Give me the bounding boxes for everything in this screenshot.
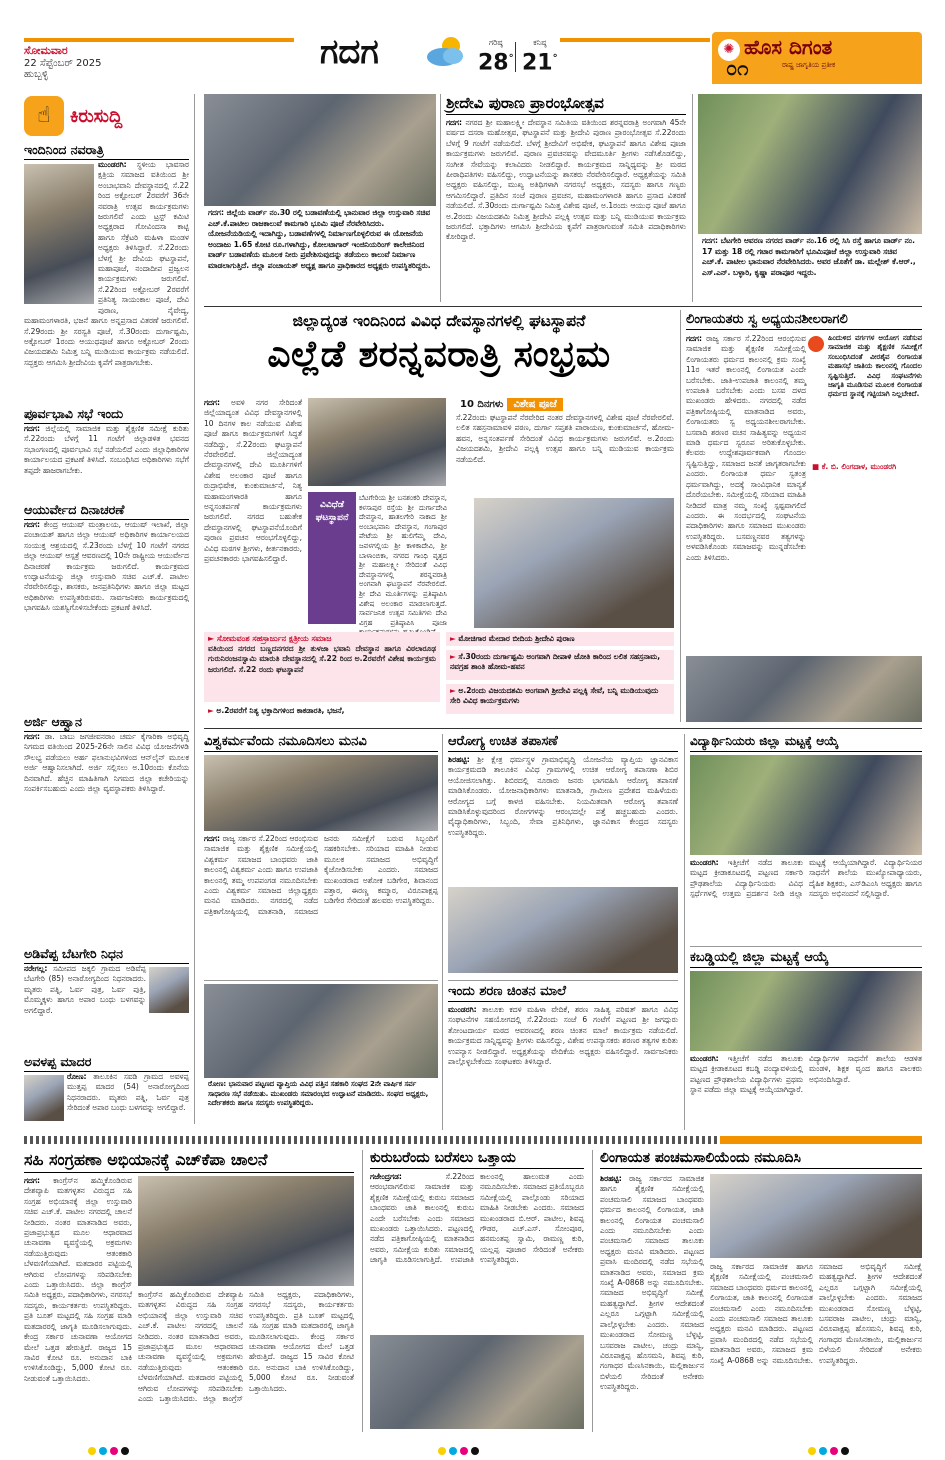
kiru-item-1 — [24, 406, 189, 496]
bullet-1 — [204, 704, 440, 720]
kiru-item-0-head: ಇಂದಿನಿಂದ ನವರಾತ್ರಿ — [24, 142, 189, 160]
bottom-2-text: ರಾಜ್ಯ ಸರ್ಕಾರದ ಸಾಮಾಜಿಕ ಹಾಗೂ ಶೈಕ್ಷಣಿಕ ಸಮೀಕ್ಷೆಯಲ್ಲಿ ಪಂಚಮಸಾಲಿ ಸಮಾಜದ ಬಾಂಧವರು ಧರ್ಮದ ಕಾಲಂನಲ್ಲಿ ಲಿಂಗಾಯತ, ಜಾತಿ ಕಾಲಂನಲ್ಲಿ ಲಿಂಗಾಯತ ಪಂಚಮಸಾಲಿ ಎಂದು ನಮೂದಿಸಬೇಕು ಎಂದು ಪಂಚಮಸಾಲಿ ಸಮಾಜದ ತಾಲೂಕು ಅಧ್ಯಕ್ಷರು ಮನವಿ ಮಾಡಿದರು. ಪಟ್ಟಣದ ಪ್ರವಾಸಿ ಮಂದಿರದಲ್ಲಿ ನಡೆದ ಸಭೆಯಲ್ಲಿ ಮಾತನಾಡಿದ ಅವರು, ಸಮಾಜದ ಕ್ರಮ ಸಂಖ್ಯೆ A-0868 ಅನ್ನು ನಮೂದಿಸಬೇಕು. ಸಮಾಜದ ಅಭಿವೃದ್ಧಿಗೆ ಸಮೀಕ್ಷೆ ಮಹತ್ವದ್ದಾಗಿದೆ. ಶ್ರೀಗಳ ಆದೇಶದಂತೆ ಎಲ್ಲರೂ ಒಗ್ಗಟ್ಟಾಗಿ ಸಮೀಕ್ಷೆಯಲ್ಲಿ ಪಾಲ್ಗೊಳ್ಳಬೇಕು ಎಂದರು. ಸಮಾಜದ ಮುಖಂಡರಾದ ಸೋಮಣ್ಣ ಬೆಳ್ಳಟ್ಟಿ, ಬಸವರಾಜ ಪಾಟೀಲ, ಚಂದ್ರು ಮಾನ್ವಿ, ವಿರೂಪಾಕ್ಷಪ್ಪ ಹೊಸಮನಿ, ಶಿವಪ್ಪ ಕುರಿ, ಗಂಗಾಧರ ಮೆಣಸಿನಕಾಯಿ, ಮಲ್ಲಿಕಾರ್ಜುನ ಬಿಳೆಯಲಿ ಸೇರಿದಂತೆ ಅನೇಕರು ಉಪಸ್ಥಿತರಿದ್ದರು. — [600, 1174, 704, 1392]
vishwakarma-place: ಗದಗ: — [204, 834, 220, 843]
kreede-place: ಮುಂಡರಗಿ: — [690, 858, 719, 867]
main-story-place: ಗದಗ: — [204, 398, 220, 407]
devi-decorated-photo — [474, 498, 674, 628]
weather-min-value: 21 — [522, 50, 553, 76]
kiru-item-5-place: ರೋಣ: — [67, 1072, 87, 1081]
bhoomi-pooja-photo — [204, 94, 436, 206]
sharana-text: ತಾಲೂಕು ಕದಳಿ ಮಹಿಳಾ ವೇದಿಕೆ, ಶರಣ ಸಾಹಿತ್ಯ ಪರಿಷತ್ ಹಾಗೂ ವಿವಿಧ ಸಂಘಟನೆಗಳ ಸಹಯೋಗದಲ್ಲಿ ಸೆ.22ರಂದು ಸಂಜೆ 6 ಗಂಟೆಗೆ ಪಟ್ಟಣದ ಶ್ರೀ ಜಗದ್ಗುರು ತೋಂಟದಾರ್ಯ ಮಠದ ಆವರಣದಲ್ಲಿ ಶರಣ ಚಿಂತನ ಮಾಲೆ ಕಾರ್ಯಕ್ರಮ ನಡೆಯಲಿದೆ. ಕಾರ್ಯಕ್ರಮದ ಸಾನ್ನಿಧ್ಯವನ್ನು ಶ್ರೀಗಳು ವಹಿಸಲಿದ್ದು, ವಿಶೇಷ ಉಪನ್ಯಾಸಕರು ಶರಣರ ತತ್ವಗಳ ಕುರಿತು ಉಪನ್ಯಾಸ ನೀಡಲಿದ್ದಾರೆ. ಅಧ್ಯಕ್ಷತೆಯನ್ನು ವೇದಿಕೆಯ ಅಧ್ಯಕ್ಷರು ವಹಿಸಲಿದ್ದಾರೆ. ಸಾರ್ವಜನಿಕರು ಪಾಲ್ಗೊಳ್ಳಬೇಕೆಂದು ಸಂಘಟಕರು ತಿಳಿಸಿದ್ದಾರೆ. — [448, 1005, 678, 1067]
sharana-story — [448, 984, 678, 1130]
weather-min — [522, 38, 558, 74]
edition-title: ಗದಗ — [320, 32, 379, 72]
rona-photo-story — [204, 984, 438, 1130]
mid-row-inner-rule-mid — [448, 980, 678, 981]
kiru-item-1-body — [24, 424, 189, 496]
bottom-2-place: ಶಿರಹಟ್ಟಿ: — [600, 1174, 622, 1183]
kreede-text: ಇತ್ತೀಚೆಗೆ ನಡೆದ ತಾಲೂಕು ಮಟ್ಟದ ಕ್ರೀಡಾಕೂಟದಲ್ಲಿ ಪಟ್ಟಣದ ಸರ್ಕಾರಿ ಪ್ರೌಢಶಾಲೆಯ ವಿದ್ಯಾರ್ಥಿನಿಯರು ವಿವಿಧ ಸ್ಪರ್ಧೆಗಳಲ್ಲಿ ಉತ್ತಮ ಪ್ರದರ್ಶನ ನೀಡಿ ಜಿಲ್ಲಾ ಮಟ್ಟಕ್ಕೆ ಆಯ್ಕೆಯಾಗಿದ್ದಾರೆ. ವಿದ್ಯಾರ್ಥಿನಿಯರ ಸಾಧನೆಗೆ ಶಾಲೆಯ ಮುಖ್ಯೋಪಾಧ್ಯಾಯರು, ದೈಹಿಕ ಶಿಕ್ಷಕರು, ಎಸ್‌ಡಿಎಂಸಿ ಅಧ್ಯಕ್ಷರು ಹಾಗೂ ಸದಸ್ಯರು ಅಭಿನಂದನೆ ಸಲ್ಲಿಸಿದ್ದಾರೆ. — [690, 858, 922, 899]
kiru-item-3-place: ಗದಗ: — [24, 732, 40, 741]
registration-marks-center — [438, 1440, 482, 1459]
main-story-body — [204, 398, 302, 630]
obituary-photo-1 — [149, 967, 189, 1013]
weather-max — [478, 38, 514, 74]
arogya-story — [448, 734, 678, 976]
masthead-date: 22 ಸೆಪ್ಟೆಂಬರ್ 2025 — [24, 58, 102, 69]
mid-row-inner-rule-right — [690, 946, 922, 947]
bullet-1-arrow-icon: ► — [208, 706, 214, 715]
devi-purana-text: ನಗರದ ಶ್ರೀ ಮಹಾಲಕ್ಷ್ಮೀ ದೇವಸ್ಥಾನ ಸಮಿತಿಯ ವತಿಯಿಂದ ಶರನ್ನವರಾತ್ರಿ ಅಂಗವಾಗಿ 45ನೇ ವರ್ಷದ ದಸರಾ ಮಹೋತ್ಸವ, ಘಟಸ್ಥಾಪನೆ ಮತ್ತು ಶ್ರೀದೇವಿ ಪುರಾಣ ಪ್ರಾರಂಭೋತ್ಸವ ಸೆ.22ರಂದು ಬೆಳಗ್ಗೆ 9 ಗಂಟೆಗೆ ನಡೆಯಲಿದೆ. ಬೆಳಗ್ಗೆ ಶ್ರೀದೇವಿಗೆ ಅಭಿಷೇಕ, ಘಟಸ್ಥಾಪನೆ ಹಾಗೂ ವಿಶೇಷ ಪೂಜಾ ಕಾರ್ಯಕ್ರಮಗಳು ಜರುಗಲಿವೆ. ಪುರಾಣ ಪ್ರವಚನವನ್ನು ವೇದಮೂರ್ತಿ ಶ್ರೀಗಳು ನಡೆಸಿಕೊಡಲಿದ್ದು, ಸಂಗೀತ ಸೇವೆಯನ್ನು ಕಲಾವಿದರು ನೀಡಲಿದ್ದಾರೆ. ಕಾರ್ಯಕ್ರಮದ ಸಾನ್ನಿಧ್ಯವನ್ನು ಶ್ರೀ ಮಠದ ಪೀಠಾಧಿಪತಿಗಳು ವಹಿಸಲಿದ್ದು, ಉದ್ಘಾಟನೆಯನ್ನು ಶಾಸಕರು ನೆರವೇರಿಸಲಿದ್ದಾರೆ. ಅಧ್ಯಕ್ಷತೆಯನ್ನು ಸಮಿತಿ ಅಧ್ಯಕ್ಷರು ವಹಿಸಲಿದ್ದು, ಮುಖ್ಯ ಅತಿಥಿಗಳಾಗಿ ನಗರಸಭೆ ಅಧ್ಯಕ್ಷರು, ಸದಸ್ಯರು ಹಾಗೂ ಗಣ್ಯರು ಆಗಮಿಸಲಿದ್ದಾರೆ. ಪ್ರತಿದಿನ ಸಂಜೆ ಪುರಾಣ ಪ್ರವಚನ, ಮಹಾಮಂಗಳಾರತಿ ಹಾಗೂ ಪ್ರಸಾದ ವಿತರಣೆ ನಡೆಯಲಿದೆ. ಸೆ.30ರಂದು ದುರ್ಗಾಷ್ಟಮಿ ನಿಮಿತ್ತ ವಿಶೇಷ ಪೂಜೆ, ಅ.1ರಂದು ಆಯುಧ ಪೂಜೆ ಹಾಗೂ ಅ.2ರಂದು ವಿಜಯದಶಮಿ ನಿಮಿತ್ತ ಶ್ರೀದೇವಿ ಪಲ್ಲಕ್ಕಿ ಉತ್ಸವ ಮತ್ತು ಬನ್ನಿ ಮುಡಿಯುವ ಕಾರ್ಯಕ್ರಮ ಜರುಗಲಿದೆ. ಭಕ್ತಾದಿಗಳು ಆಗಮಿಸಿ ಶ್ರೀದೇವಿಯ ಕೃಪೆಗೆ ಪಾತ್ರರಾಗುವಂತೆ ಸಮಿತಿ ಪದಾಧಿಕಾರಿಗಳು ಕೋರಿದ್ದಾರೆ. — [446, 118, 686, 242]
kiru-item-4-head: ಅಡಿವೆಪ್ಪ ಬೆಟಗೇರಿ ನಿಧನ — [24, 946, 189, 964]
kiru-item-5-text: ತಾಲೂಕಿನ ಸವಡಿ ಗ್ರಾಮದ ಅವಳಪ್ಪ ಮುತ್ತಪ್ಪ ಮಾದರ (54) ಅನಾರೋಗ್ಯದಿಂದ ನಿಧನರಾದರು. ಮೃತರು ಪತ್ನಿ, ಓರ್ವ ಪುತ್ರ ಸೇರಿದಂತೆ ಅಪಾರ ಬಂಧು ಬಳಗವನ್ನು ಅಗಲಿದ್ದಾರೆ. — [67, 1072, 189, 1113]
vividhede-label-a: ವಿವಿಧೆಡೆ — [320, 500, 344, 510]
vishwakarma-photo — [204, 755, 438, 831]
top-right-photo-story — [698, 94, 922, 302]
masthead-orange-rule — [24, 38, 294, 42]
bullet-2-arrow-icon: ► — [450, 634, 456, 643]
arogya-body — [448, 755, 678, 883]
bottom-rule-2 — [592, 1150, 593, 1432]
mid-rule-2 — [684, 734, 685, 1130]
main-headline: ಎಲ್ಲೆಡೆ ಶರನ್ನವರಾತ್ರಿ ಸಂಭ್ರಮ — [267, 334, 611, 375]
bullet-4-head: ಅ.2ರಂದು ವಿಜಯದಶಮಿ ಅಂಗವಾಗಿ ಶ್ರೀದೇವಿ ಪಲ್ಲಕ್ಕಿ ಸೇವೆ, ಬನ್ನಿ ಮುಡಿಯುವುದು ಸೇರಿ ವಿವಿಧ ಕಾರ್ಯಕ್ರಮಗಳು — [450, 686, 659, 705]
bullet-arrow-icon: ► — [208, 634, 215, 643]
kiru-item-4-text: ಸಮೀಪದ ಜಕ್ಕಲಿ ಗ್ರಾಮದ ಅಡಿವೆಪ್ಪ ಬೆಟಗೇರಿ (85) ಅನಾರೋಗ್ಯದಿಂದ ನಿಧನರಾದರು. ಮೃತರು ಪತ್ನಿ, ಓರ್ವ ಪುತ್ರ, ಓರ್ವ ಪುತ್ರಿ, ಮೊಮ್ಮಕ್ಕಳು ಹಾಗೂ ಅಪಾರ ಬಂಧು ಬಳಗವನ್ನು ಅಗಲಿದ್ದಾರೆ. — [24, 964, 147, 1015]
arogya-text: ಶ್ರೀ ಕ್ಷೇತ್ರ ಧರ್ಮಸ್ಥಳ ಗ್ರಾಮಾಭಿವೃದ್ಧಿ ಯೋಜನೆಯ ವ್ಯಾಪ್ತಿಯ ಜ್ಞಾನವಿಕಾಸ ಕಾರ್ಯಕ್ರಮದಡಿ ತಾಲೂಕಿನ ವಿವಿಧ ಗ್ರಾಮಗಳಲ್ಲಿ ಉಚಿತ ಆರೋಗ್ಯ ತಪಾಸಣಾ ಶಿಬಿರ ಆಯೋಜಿಸಲಾಗಿತ್ತು. ಶಿಬಿರದಲ್ಲಿ ನೂರಾರು ಜನರು ಭಾಗವಹಿಸಿ ಆರೋಗ್ಯ ತಪಾಸಣೆ ಮಾಡಿಸಿಕೊಂಡರು. ಯೋಜನಾಧಿಕಾರಿಗಳು ಮಾತನಾಡಿ, ಗ್ರಾಮೀಣ ಪ್ರದೇಶದ ಮಹಿಳೆಯರು ಆರೋಗ್ಯದ ಬಗ್ಗೆ ಕಾಳಜಿ ವಹಿಸಬೇಕು. ನಿಯಮಿತವಾಗಿ ಆರೋಗ್ಯ ತಪಾಸಣೆ ಮಾಡಿಸಿಕೊಳ್ಳುವುದರಿಂದ ರೋಗಗಳನ್ನು ಆರಂಭದಲ್ಲೇ ಪತ್ತೆ ಹಚ್ಚಬಹುದು ಎಂದರು. ವೈದ್ಯಾಧಿಕಾರಿಗಳು, ಸಿಬ್ಬಂದಿ, ಸೇವಾ ಪ್ರತಿನಿಧಿಗಳು, ಜ್ಞಾನವಿಕಾಸ ಕೇಂದ್ರದ ಸದಸ್ಯರು ಉಪಸ್ಥಿತರಿದ್ದರು. — [448, 755, 678, 837]
brand-logo-icon: ✺ — [718, 39, 740, 61]
lingayat-study-story — [686, 312, 922, 722]
kreede-body — [690, 858, 922, 948]
vishesha-label-a: 10 ದಿನಗಳು — [460, 399, 504, 410]
kiru-item-0 — [24, 142, 189, 400]
kiru-item-1-place: ಗದಗ: — [24, 424, 40, 433]
kiru-item-1-head: ಪೂರ್ವಭಾವಿ ಸಭೆ ಇಂದು — [24, 406, 189, 424]
bottom-story-2 — [600, 1150, 922, 1432]
kiru-item-3-head: ಅರ್ಜಿ ಆಹ್ವಾನ — [24, 714, 189, 732]
sharana-body — [448, 1005, 678, 1129]
kirusuddi-title: ಕಿರುಸುದ್ದಿ — [70, 105, 123, 127]
vividhede-box — [308, 492, 450, 627]
weather-icon — [423, 34, 469, 68]
vishesha-box — [456, 398, 674, 496]
registration-marks-left — [88, 1440, 132, 1459]
kreede-story — [690, 734, 922, 942]
mid-row-inner-rule-left — [204, 980, 438, 981]
weather-min-label: ಕನಿಷ್ಠ — [533, 38, 547, 47]
kiru-item-5-head: ಅವಳಪ್ಪ ಮಾದರ — [24, 1054, 189, 1072]
vishwakarma-text: ರಾಜ್ಯ ಸರ್ಕಾರ ಸೆ.22ರಿಂದ ಆರಂಭಿಸುವ ಸಾಮಾಜಿಕ ಮತ್ತು ಶೈಕ್ಷಣಿಕ ಸಮೀಕ್ಷೆಯಲ್ಲಿ ವಿಶ್ವಕರ್ಮ ಸಮಾಜದ ಬಾಂಧವರು ಜಾತಿ ಕಾಲಂನಲ್ಲಿ ವಿಶ್ವಕರ್ಮ ಎಂದು ಹಾಗೂ ಉಪಜಾತಿ ಕಾಲಂನಲ್ಲಿ ತಮ್ಮ ಉಪಪಂಗಡ ನಮೂದಿಸಬೇಕು ಎಂದು ವಿಶ್ವಕರ್ಮ ಸಮಾಜದ ಜಿಲ್ಲಾಧ್ಯಕ್ಷರು ಮನವಿ ಮಾಡಿದರು. ನಗರದಲ್ಲಿ ನಡೆದ ಪತ್ರಿಕಾಗೋಷ್ಠಿಯಲ್ಲಿ ಮಾತನಾಡಿ, ಸಮಾಜದ ಜನರು ಸಮೀಕ್ಷೆಗೆ ಬರುವ ಸಿಬ್ಬಂದಿಗೆ ಸಹಕರಿಸಬೇಕು. ಸರಿಯಾದ ಮಾಹಿತಿ ನೀಡುವ ಮೂಲಕ ಸಮಾಜದ ಅಭಿವೃದ್ಧಿಗೆ ಕೈಜೋಡಿಸಬೇಕು ಎಂದರು. ಸಮಾಜದ ಮುಖಂಡರಾದ ಅಶೋಕ ಬಡಿಗೇರ, ಶಿವಾನಂದ ಪತ್ತಾರ, ಈರಣ್ಣ ಕಮ್ಮಾರ, ವಿರೂಪಾಕ್ಷಪ್ಪ ಬಡಿಗೇರ ಸೇರಿದಂತೆ ಹಲವರು ಉಪಸ್ಥಿತರಿದ್ದರು. — [204, 834, 438, 916]
bullet-3-head: ಸೆ.30ರಂದು ದುರ್ಗಾಷ್ಟಮಿ ಅಂಗವಾಗಿ ದೀಪಾಳಿ ಜೋತಿ ಕಾರಿಂದ ಲಲಿತ ಸಹಸ್ರನಾಮ, ನವಗ್ರಹ ಶಾಂತಿ ಹೋಮ-ಹವನ — [450, 652, 661, 671]
arogya-place: ಶಿರಹಟ್ಟಿ: — [448, 755, 470, 764]
kiru-item-4 — [24, 946, 189, 1050]
mid-rule-1 — [442, 734, 443, 1130]
bottom-0-col-b: ಕಾಂಗ್ರೆಸ್‌ನ ಹಮ್ಮಿಕೊಂಡಿರುವ ದೇಶವ್ಯಾಪಿ ಮತಗಳ್ಳತನ ವಿರುದ್ಧದ ಸಹಿ ಸಂಗ್ರಹ ಅಭಿಯಾನಕ್ಕೆ ಜಿಲ್ಲಾ ಉಸ್ತುವಾರಿ ಸಚಿವ ಎಚ್.ಕೆ. ಪಾಟೀಲ ನಗರದಲ್ಲಿ ಚಾಲನೆ ನೀಡಿದರು. ನಂತರ ಮಾತನಾಡಿದ ಅವರು, ಪ್ರಜಾಪ್ರಭುತ್ವದ ಮೂಲ ಆಧಾರವಾದ ಚುನಾವಣಾ ವ್ಯವಸ್ಥೆಯಲ್ಲಿ ಅಕ್ರಮಗಳು ನಡೆಯುತ್ತಿರುವುದು ಆತಂಕಕಾರಿ ಬೆಳವಣಿಗೆಯಾಗಿದೆ. ಮತದಾರರ ಪಟ್ಟಿಯಲ್ಲಿ ಆಗಿರುವ ಲೋಪಗಳನ್ನು ಸರಿಪಡಿಸಬೇಕು ಎಂದು ಒತ್ತಾಯಿಸಿದರು. ಜಿಲ್ಲಾ ಕಾಂಗ್ರೆಸ್ ಸಮಿತಿ ಅಧ್ಯಕ್ಷರು, ಪದಾಧಿಕಾರಿಗಳು, ನಗರಸಭೆ ಸದಸ್ಯರು, ಕಾರ್ಯಕರ್ತರು ಉಪಸ್ಥಿತರಿದ್ದರು. ಪ್ರತಿ ಬೂತ್ ಮಟ್ಟದಲ್ಲಿ ಸಹಿ ಸಂಗ್ರಹ ಮಾಡಿ ಮತದಾರರಲ್ಲಿ ಜಾಗೃತಿ ಮೂಡಿಸಲಾಗುವುದು. ಕೇಂದ್ರ ಸರ್ಕಾರ ಚುನಾವಣಾ ಆಯೋಗದ ಮೇಲೆ ಒತ್ತಡ ಹೇರುತ್ತಿದೆ. ರಾಜ್ಯದ 15 ಸಾವಿರ ಕೋಟಿ ರೂ. ಅನುದಾನ ಬಾಕಿ ಉಳಿಸಿಕೊಂಡಿದ್ದು, 5,000 ಕೋಟಿ ರೂ. ನೀಡುವಂತೆ ಒತ್ತಾಯಿಸಿದರು. — [138, 1290, 354, 1404]
lingayat-pullquote-box — [812, 334, 922, 486]
bottom-rule-1 — [362, 1150, 363, 1432]
bottom-1-photo — [370, 1335, 584, 1429]
main-story-text: ಅವಳಿ ನಗರ ಸೇರಿದಂತೆ ಜಿಲ್ಲೆಯಾದ್ಯಂತ ವಿವಿಧ ದೇವಸ್ಥಾನಗಳಲ್ಲಿ 10 ದಿನಗಳ ಕಾಲ ನಡೆಯುವ ವಿಶೇಷ ಪೂಜೆ ಹಾಗೂ ಕಾರ್ಯಕ್ರಮಗಳಿಗೆ ಸಿದ್ಧತೆ ನಡೆದಿದ್ದು, ಸೆ.22ರಂದು ಘಟಸ್ಥಾಪನೆ ನೆರವೇರಲಿದೆ. ಜಿಲ್ಲೆಯಾದ್ಯಂತ ದೇವಸ್ಥಾನಗಳಲ್ಲಿ ದೇವಿ ಮೂರ್ತಿಗಳಿಗೆ ವಿಶೇಷ ಅಲಂಕಾರ ಪೂಜೆ ಹಾಗೂ ರುದ್ರಾಭಿಷೇಕ, ಕುಂಕುಮಾರ್ಚನೆ, ನಿತ್ಯ ಮಹಾಮಂಗಳಾರತಿ ಹಾಗೂ ಅನ್ನಸಂತರ್ಪಣೆ ಕಾರ್ಯಕ್ರಮಗಳು ಜರುಗಲಿವೆ. ನಗರದ ಬಹುತೇಕ ದೇವಸ್ಥಾನಗಳಲ್ಲಿ ಘಟಸ್ಥಾಪನೆಯೊಂದಿಗೆ ಪುರಾಣ ಪ್ರವಚನ ಆರಂಭಗೊಳ್ಳಲಿದ್ದು, ವಿವಿಧ ಮಠಗಳ ಶ್ರೀಗಳು, ಕೀರ್ತನಕಾರರು, ಪ್ರವಚನಕಾರರು ಭಾಗವಹಿಸಲಿದ್ದಾರೆ. — [204, 398, 302, 564]
bullet-0 — [204, 632, 440, 702]
devi-purana-title: ಶ್ರೀದೇವಿ ಪುರಾಣ ಪ್ರಾರಂಭೋತ್ಸವ — [446, 94, 686, 115]
kiru-item-2-place: ಗದಗ: — [24, 520, 40, 529]
top-rule-2 — [692, 94, 693, 302]
bullet-4 — [446, 684, 674, 714]
bottom-0-title: ಸಹಿ ಸಂಗ್ರಹಣಾ ಅಭಿಯಾನಕ್ಕೆ ಎಚ್‌ಕೆಪಾ ಚಾಲನೆ — [24, 1150, 354, 1173]
kiru-item-0-text: ಸ್ಥಳೀಯ ಭಾವಸಾರ ಕ್ಷತ್ರಿಯ ಸಮಾಜದ ವತಿಯಿಂದ ಶ್ರೀ ಅಂಬಾಭವಾನಿ ದೇವಸ್ಥಾನದಲ್ಲಿ ಸೆ.22 ರಿಂದ ಅಕ್ಟೋಬರ್ 2ರವರೆಗೆ 36ನೇ ನವರಾತ್ರಿ ಉತ್ಸವ ಕಾರ್ಯಕ್ರಮಗಳು ಜರುಗಲಿವೆ ಎಂದು ಟ್ರಸ್ಟ್ ಕಮಿಟಿ ಅಧ್ಯಕ್ಷರಾದ ಗೋವಿಂದಸಾ ಕಾಟ್ಟಿ ಹಾಗೂ ಸೆಕ್ರೆಟರಿ ಮಹಿಳಾ ಮಂಡಳ ಅಧ್ಯಕ್ಷರು ತಿಳಿಸಿದ್ದಾರೆ. ಸೆ.22ರಂದು ಬೆಳಗ್ಗೆ ಶ್ರೀ ದೇವಿಯ ಘಟಸ್ಥಾಪನೆ, ಮಹಾಪೂಜೆ, ನಂದಾದೀಪ ಪ್ರಜ್ವಲನ ಕಾರ್ಯಕ್ರಮಗಳು ಜರುಗಲಿವೆ. ಸೆ.22ರಿಂದ ಅಕ್ಟೋಬರ್ 2ರವರೆಗೆ ಪ್ರತಿನಿತ್ಯ ಸಾಯಂಕಾಲ ಪೂಜೆ, ದೇವಿ ಪುರಾಣ, ನೈವೇದ್ಯ, ಮಹಾಮಂಗಳಾರತಿ, ಭಜನೆ ಹಾಗೂ ಅನ್ನಪ್ರಸಾದ ವಿತರಣೆ ಜರುಗಲಿವೆ. ಸೆ.29ರಂದು ಶ್ರೀ ಸರಸ್ವತಿ ಪೂಜೆ, ಸೆ.30ರಂದು ದುರ್ಗಾಷ್ಟಮಿ, ಅಕ್ಟೋಬರ್ 1ರಂದು ಆಯುಧಪೂಜೆ ಹಾಗೂ ಅಕ್ಟೋಬರ್ 2ರಂದು ವಿಜಯದಶಮಿ ನಿಮಿತ್ತ ಬನ್ನಿ ಮುಡಿಯುವ ಕಾರ್ಯಕ್ರಮ ನಡೆಯಲಿದೆ. ಸದ್ಭಕ್ತರು ಆಗಮಿಸಿ ಶ್ರೀದೇವಿಯ ಕೃಪೆಗೆ ಪಾತ್ರರಾಗಬೇಕು. — [24, 160, 190, 367]
top-left-photo-story — [204, 94, 436, 302]
kabaddi-title: ಕಬಡ್ಡಿಯಲ್ಲಿ ಜಿಲ್ಲಾ ಮಟ್ಟಕ್ಕೆ ಆಯ್ಕೆ — [690, 950, 922, 968]
kiru-item-2-body — [24, 520, 189, 708]
masthead-orange-rule-right — [560, 38, 710, 42]
devi-purana-place: ಗದಗ: — [446, 118, 462, 127]
vishesha-label-b: ವಿಶೇಷ ಪೂಜೆ — [507, 398, 562, 411]
vishwakarma-title: ವಿಶ್ವಕರ್ಮವೆಂದು ನಮೂದಿಸಲು ಮನವಿ — [204, 734, 438, 752]
lingayat-study-text: ರಾಜ್ಯ ಸರ್ಕಾರ ಸೆ.22ರಿಂದ ಆರಂಭಿಸುವ ಸಾಮಾಜಿಕ ಮತ್ತು ಶೈಕ್ಷಣಿಕ ಸಮೀಕ್ಷೆಯಲ್ಲಿ ಲಿಂಗಾಯತರು ಧರ್ಮದ ಕಾಲಂನಲ್ಲಿ ಕ್ರಮ ಸಂಖ್ಯೆ 11ರ ಇತರೆ ಕಾಲಂನಲ್ಲಿ ಲಿಂಗಾಯತ ಎಂದೇ ಬರೆಸಬೇಕು. ಜಾತಿ-ಉಪಜಾತಿ ಕಾಲಂನಲ್ಲಿ ತಮ್ಮ ಉಪಜಾತಿ ಬರೆಸಬೇಕು ಎಂದು ಬಸವ ದಳದ ಮುಖಂಡರು ಹೇಳಿದರು. ನಗರದಲ್ಲಿ ನಡೆದ ಪತ್ರಿಕಾಗೋಷ್ಠಿಯಲ್ಲಿ ಮಾತನಾಡಿದ ಅವರು, ಲಿಂಗಾಯತರು ಸ್ವ ಅಧ್ಯಯನಶೀಲರಾಗಬೇಕು. ಬಸವಾದಿ ಶರಣರ ವಚನ ಸಾಹಿತ್ಯವನ್ನು ಅಧ್ಯಯನ ಮಾಡಿ ಧರ್ಮದ ಸ್ವರೂಪ ಅರಿತುಕೊಳ್ಳಬೇಕು. ಕೆಲವರು ಉದ್ದೇಶಪೂರ್ವಕವಾಗಿ ಗೊಂದಲ ಸೃಷ್ಟಿಸುತ್ತಿದ್ದು, ಸಮಾಜದ ಜನತೆ ಜಾಗೃತರಾಗಬೇಕು ಎಂದರು. ಲಿಂಗಾಯತ ಧರ್ಮ ಸ್ವತಂತ್ರ ಧರ್ಮವಾಗಿದ್ದು, ಅದಕ್ಕೆ ಸಾಂವಿಧಾನಿಕ ಮಾನ್ಯತೆ ದೊರೆಯಬೇಕು. ಸಮೀಕ್ಷೆಯಲ್ಲಿ ಸರಿಯಾದ ಮಾಹಿತಿ ನೀಡಿದರೆ ಮಾತ್ರ ನಮ್ಮ ಸಂಖ್ಯೆ ಸ್ಪಷ್ಟವಾಗಲಿದೆ ಎಂದರು. ಈ ಸಂದರ್ಭದಲ್ಲಿ ಸಂಘಟನೆಯ ಪದಾಧಿಕಾರಿಗಳು ಹಾಗೂ ಸಮಾಜದ ಮುಖಂಡರು ಉಪಸ್ಥಿತರಿದ್ದರು. ಬಸವಣ್ಣನವರ ತತ್ವಗಳನ್ನು ಅಳವಡಿಸಿಕೊಂಡು ಸಮಾಜವನ್ನು ಮುನ್ನಡೆಸಬೇಕು ಎಂದು ತಿಳಿಸಿದರು. — [686, 334, 806, 562]
masthead-day: ಸೋಮವಾರ — [24, 44, 68, 57]
bullet-2-head: ಮೋಚಿಗಾರ ಮೇದಾರ ಬೀದಿಯ ಶ್ರೀದೇವಿ ಪುರಾಣ — [458, 634, 575, 643]
bottom-1-body — [370, 1172, 584, 1332]
kiru-item-3 — [24, 714, 189, 940]
kiru-item-5 — [24, 1054, 189, 1142]
bottom-2-title: ಲಿಂಗಾಯತ ಪಂಚಮಸಾಲಿಯೆಂದು ನಮೂದಿಸಿ — [600, 1150, 922, 1169]
bottom-1-place: ಗಜೇಂದ್ರಗಡ: — [370, 1172, 402, 1181]
kirusuddi-column — [24, 94, 189, 1124]
bottom-1-title: ಕುರುಬರೆಂದು ಬರೆಸಲು ಒತ್ತಾಯ — [370, 1150, 584, 1169]
gatara-pooja-photo — [698, 94, 922, 234]
rona-meeting-photo — [204, 984, 438, 1078]
vishwakarma-story — [204, 734, 438, 976]
kabaddi-team-photo — [690, 971, 922, 1051]
bullet-1-head: ಅ.2ರವರೆಗೆ ನಿತ್ಯ ಭಕ್ತಾದಿಗಳಿಂದ ಕಾಕಡಾರತಿ, ಭಜನೆ, — [216, 706, 345, 715]
bullet-4-arrow-icon: ► — [450, 686, 456, 695]
bottom-0-place: ಗದಗ: — [24, 1176, 40, 1185]
main-kicker: ಜಿಲ್ಲಾದ್ಯಂತ ಇಂದಿನಿಂದ ವಿವಿಧ ದೇವಸ್ಥಾನಗಳಲ್ಲಿ ಘಟಸ್ಥಾಪನೆ — [292, 312, 586, 330]
obituary-photo-2 — [24, 1075, 64, 1121]
kirusuddi-header — [24, 94, 189, 138]
bullet-0-body: ವತಿಯಿಂದ ನಗರದ ಬಣ್ಣದನಗರದ ಶ್ರೀ ತುಳಜಾ ಭವಾನಿ ದೇವಸ್ಥಾನ ಹಾಗೂ ವಿಠಲಾರೂಢ ಗುರುನಿರಂಜನಸ್ವಾಮಿ ಮಾರುತಿ ದೇವಸ್ಥಾನದಲ್ಲಿ ಸೆ.22 ರಿಂದ ಅ.2ರವರೆಗೆ ವಿಶೇಷ ಕಾರ್ಯಕ್ರಮ ಜರುಗಲಿದೆ. ಸೆ.22 ರಂದು ಘಟಸ್ಥಾಪನೆ — [208, 644, 436, 674]
devi-purana-story — [446, 94, 686, 302]
date-block — [24, 44, 204, 80]
brand-name: ಹೊಸ ದಿಗಂತ — [744, 35, 833, 59]
bottom-story-0 — [24, 1150, 354, 1432]
kiru-item-0-place: ಮುಂಡರಗಿ: — [98, 160, 127, 169]
bullet-0-head: ಸೋಮವಂಶ ಸಹಸ್ರಾರ್ಜುನ ಕ್ಷತ್ರೀಯ ಸಮಾಜ — [216, 634, 332, 643]
lingayat-press-photo — [686, 656, 922, 722]
arogya-title: ಆರೋಗ್ಯ ಉಚಿತ ತಪಾಸಣೆ — [448, 734, 678, 752]
lingayat-study-body — [686, 334, 806, 652]
bottom-2-photo — [710, 1174, 922, 1258]
weather-min-deg: ° — [552, 53, 558, 64]
page-number: ೦೧ — [726, 56, 749, 80]
quote-dot-icon — [808, 336, 824, 352]
top-left-photo-caption: ಗದಗ: ಜಿಲ್ಲೆಯ ವಾರ್ಡ್ ನಂ.30 ರಲ್ಲಿ ಬಡಾವಣೆಯಲ್ಲಿ ಭಾನುವಾರ ಜಿಲ್ಲಾ ಉಸ್ತುವಾರಿ ಸಚಿವ ಎಚ್.ಕೆ.ಪಾಟೀಲ ರಾಜಕಾಲುವೆ ಕಾಮಗಾರಿ ಭೂಮಿ ಪೂಜೆ ನೆರವೇರಿಸಿದರು. ಯೋಜನೆಯಡಿಯಲ್ಲಿ ಇದಾಗಿದ್ದು, ಬಡಾವಣೆಗಳಲ್ಲಿ ನಿರ್ಮಾಣಗೊಳ್ಳಲಿರುವ ಈ ಯೋಜನೆಯ ಅಂದಾಜು 1.65 ಕೋಟಿ ರೂ.ಗಳಾಗಿದ್ದು, ಕೋಲಟಾಗಾರ್ ಇಂಜಿನಿಯರಿಂಗ್ ಕಾಲೇಜಿನಿಂದ ವಾರ್ಡ್ ಬಡಾವಣೆಯ ಮೂಲಕ ನೀರು ಪ್ರವೇಶಿಸುವುದನ್ನು ತಡೆಯಲು ಕಾಲುವೆ ನಿರ್ಮಾಣ ಮಾಡಲಾಗುತ್ತಿದೆ. ಜಿಲ್ಲಾ ಪಂಚಾಯತ್ ಅಧ್ಯಕ್ಷ ಹಾಗೂ ಪ್ರಾಧಿಕಾರದ ಅಧ್ಯಕ್ಷರು ಉಪಸ್ಥಿತರಿದ್ದರು. — [208, 208, 431, 270]
kiru-item-2-head: ಆಯುರ್ವೇದ ದಿನಾಚರಣೆ — [24, 502, 189, 520]
masthead — [0, 0, 945, 88]
lingayat-study-title: ಲಿಂಗಾಯತರು ಸ್ವ ಅಧ್ಯಯನಶೀಲರಾಗಲಿ — [686, 312, 922, 330]
kabaddi-place: ಮುಂಡರಗಿ: — [690, 1054, 719, 1063]
weather-max-label: ಗರಿಷ್ಠ — [488, 38, 503, 47]
kiru-item-1-text: ಜಿಲ್ಲೆಯಲ್ಲಿ ಸಾಮಾಜಿಕ ಮತ್ತು ಶೈಕ್ಷಣಿಕ ಸಮೀಕ್ಷೆ ಕುರಿತು ಸೆ.22ರಂದು ಬೆಳಗ್ಗೆ 11 ಗಂಟೆಗೆ ಜಿಲ್ಲಾಡಳಿತ ಭವನದ ಸಭಾಂಗಣದಲ್ಲಿ ಪೂರ್ವಭಾವಿ ಸಭೆ ನಡೆಯಲಿದೆ ಎಂದು ಜಿಲ್ಲಾಧಿಕಾರಿಗಳ ಕಾರ್ಯಾಲಯದ ಪ್ರಕಟಣೆ ತಿಳಿಸಿದೆ. ಸಂಬಂಧಿಸಿದ ಅಧಿಕಾರಿಗಳು ಸಭೆಗೆ ತಪ್ಪದೇ ಹಾಜರಾಗಬೇಕು. — [24, 424, 189, 475]
top-row-bottom-rule — [204, 306, 922, 307]
devi-purana-body — [446, 118, 686, 304]
kiru-item-2-text: ಕೇಂದ್ರ ಆಯುಷ್ ಮಂತ್ರಾಲಯ, ಆಯುಷ್ ಇಲಾಖೆ, ಜಿಲ್ಲಾ ಪಂಚಾಯತ್ ಹಾಗೂ ಜಿಲ್ಲಾ ಆಯುಷ್ ಅಧಿಕಾರಿಗಳ ಕಾರ್ಯಾಲಯದ ಸಂಯುಕ್ತ ಆಶ್ರಯದಲ್ಲಿ ಸೆ.23ರಂದು ಬೆಳಗ್ಗೆ 10 ಗಂಟೆಗೆ ನಗರದ ಜಿಲ್ಲಾ ಆಯುಷ್ ಆಸ್ಪತ್ರೆ ಆವರಣದಲ್ಲಿ 10ನೇ ರಾಷ್ಟ್ರೀಯ ಆಯುರ್ವೇದ ದಿನಾಚರಣೆ ಕಾರ್ಯಕ್ರಮ ಜರುಗಲಿದೆ. ಕಾರ್ಯಕ್ರಮದ ಉದ್ಘಾಟನೆಯನ್ನು ಜಿಲ್ಲಾ ಉಸ್ತುವಾರಿ ಸಚಿವ ಎಚ್.ಕೆ. ಪಾಟೀಲ ನೆರವೇರಿಸಲಿದ್ದು, ಶಾಸಕರು, ಜನಪ್ರತಿನಿಧಿಗಳು ಹಾಗೂ ಜಿಲ್ಲಾ ಮಟ್ಟದ ಅಧಿಕಾರಿಗಳು ಉಪಸ್ಥಿತರಿರುವರು. ಸಾರ್ವಜನಿಕರು ಕಾರ್ಯಕ್ರಮದಲ್ಲಿ ಭಾಗವಹಿಸಿ ಯಶಸ್ವಿಗೊಳಿಸಬೇಕೆಂದು ಪ್ರಕಟಣೆ ತಿಳಿಸಿದೆ. — [24, 520, 189, 613]
lingayat-attribution: ■ ಕೆ. ಬಿ. ಲಿಂಗದಾಳ, ಮುಂಡರಗಿ — [812, 462, 897, 471]
bottom-band-orange — [720, 1136, 922, 1144]
bottom-story-1 — [370, 1150, 584, 1432]
bottom-2-col-b: ರಾಜ್ಯ ಸರ್ಕಾರದ ಸಾಮಾಜಿಕ ಹಾಗೂ ಶೈಕ್ಷಣಿಕ ಸಮೀಕ್ಷೆಯಲ್ಲಿ ಪಂಚಮಸಾಲಿ ಸಮಾಜದ ಬಾಂಧವರು ಧರ್ಮದ ಕಾಲಂನಲ್ಲಿ ಲಿಂಗಾಯತ, ಜಾತಿ ಕಾಲಂನಲ್ಲಿ ಲಿಂಗಾಯತ ಪಂಚಮಸಾಲಿ ಎಂದು ನಮೂದಿಸಬೇಕು ಎಂದು ಪಂಚಮಸಾಲಿ ಸಮಾಜದ ತಾಲೂಕು ಅಧ್ಯಕ್ಷರು ಮನವಿ ಮಾಡಿದರು. ಪಟ್ಟಣದ ಪ್ರವಾಸಿ ಮಂದಿರದಲ್ಲಿ ನಡೆದ ಸಭೆಯಲ್ಲಿ ಮಾತನಾಡಿದ ಅವರು, ಸಮಾಜದ ಕ್ರಮ ಸಂಖ್ಯೆ A-0868 ಅನ್ನು ನಮೂದಿಸಬೇಕು. ಸಮಾಜದ ಅಭಿವೃದ್ಧಿಗೆ ಸಮೀಕ್ಷೆ ಮಹತ್ವದ್ದಾಗಿದೆ. ಶ್ರೀಗಳ ಆದೇಶದಂತೆ ಎಲ್ಲರೂ ಒಗ್ಗಟ್ಟಾಗಿ ಸಮೀಕ್ಷೆಯಲ್ಲಿ ಪಾಲ್ಗೊಳ್ಳಬೇಕು ಎಂದರು. ಸಮಾಜದ ಮುಖಂಡರಾದ ಸೋಮಣ್ಣ ಬೆಳ್ಳಟ್ಟಿ, ಬಸವರಾಜ ಪಾಟೀಲ, ಚಂದ್ರು ಮಾನ್ವಿ, ವಿರೂಪಾಕ್ಷಪ್ಪ ಹೊಸಮನಿ, ಶಿವಪ್ಪ ಕುರಿ, ಗಂಗಾಧರ ಮೆಣಸಿನಕಾಯಿ, ಮಲ್ಲಿಕಾರ್ಜುನ ಬಿಳೆಯಲಿ ಸೇರಿದಂತೆ ಅನೇಕರು ಉಪಸ್ಥಿತರಿದ್ದರು. — [710, 1262, 922, 1365]
bullet-3-arrow-icon: ► — [450, 652, 456, 661]
sharana-place: ಮುಂಡರಗಿ: — [448, 1005, 477, 1014]
arogya-photo — [448, 887, 678, 973]
kabaddi-story — [690, 950, 922, 1130]
bottom-2-col-a — [600, 1174, 704, 1432]
weather-divider — [515, 42, 516, 72]
kabaddi-text: ಇತ್ತೀಚೆಗೆ ನಡೆದ ತಾಲೂಕು ಮಟ್ಟದ ಕ್ರೀಡಾಕೂಟದ ಕಬಡ್ಡಿ ಪಂದ್ಯಾವಳಿಯಲ್ಲಿ ಪಟ್ಟಣದ ಪ್ರೌಢಶಾಲೆಯ ವಿದ್ಯಾರ್ಥಿಗಳು ಪ್ರಥಮ ಸ್ಥಾನ ಪಡೆದು ಜಿಲ್ಲಾ ಮಟ್ಟಕ್ಕೆ ಆಯ್ಕೆಯಾಗಿದ್ದಾರೆ. ವಿದ್ಯಾರ್ಥಿಗಳ ಸಾಧನೆಗೆ ಶಾಲೆಯ ಆಡಳಿತ ಮಂಡಳಿ, ಶಿಕ್ಷಕ ವೃಂದ ಹಾಗೂ ಪಾಲಕರು ಅಭಿನಂದಿಸಿದ್ದಾರೆ. — [690, 1054, 922, 1095]
kiru-item-3-body — [24, 732, 189, 940]
kiru-item-4-place: ನರೇಗಲ್ಲ: — [24, 964, 48, 973]
devi-idol-photo — [24, 164, 94, 304]
masthead-place: ಹುಬ್ಬಳ್ಳಿ — [24, 69, 49, 80]
bullet-3 — [446, 650, 674, 680]
vishwakarma-body — [204, 834, 438, 974]
weather-max-deg: ° — [508, 53, 514, 64]
top-rule-1 — [440, 94, 441, 302]
bottom-0-col-a — [24, 1176, 132, 1432]
kreede-title: ವಿದ್ಯಾರ್ಥಿನಿಯರು ಜಿಲ್ಲಾ ಮಟ್ಟಕ್ಕೆ ಆಯ್ಕೆ — [690, 734, 922, 752]
main-bullets — [204, 632, 674, 722]
vividhede-label-b: ಘಟಸ್ಥಾಪನೆ — [315, 513, 349, 523]
hand-pointing-icon: ☝ — [24, 96, 64, 136]
bottom-1-text: ಸೆ.22ರಿಂದ ಆರಂಭವಾಗಲಿರುವ ಸಾಮಾಜಿಕ ಮತ್ತು ಶೈಕ್ಷಣಿಕ ಸಮೀಕ್ಷೆಯಲ್ಲಿ ಕುರುಬ ಸಮಾಜದ ಬಾಂಧವರು ಜಾತಿ ಕಾಲಂನಲ್ಲಿ ಕುರುಬ ಎಂದೇ ಬರೆಸಬೇಕು ಎಂದು ಸಮಾಜದ ಮುಖಂಡರು ಒತ್ತಾಯಿಸಿದರು. ಪಟ್ಟಣದಲ್ಲಿ ನಡೆದ ಪತ್ರಿಕಾಗೋಷ್ಠಿಯಲ್ಲಿ ಮಾತನಾಡಿದ ಅವರು, ಸಮೀಕ್ಷೆಯ ಕುರಿತು ಸಮಾಜದಲ್ಲಿ ಜಾಗೃತಿ ಮೂಡಿಸಲಾಗುತ್ತಿದೆ. ಉಪಜಾತಿ ಕಾಲಂನಲ್ಲಿ ಹಾಲುಮತ ಎಂದು ನಮೂದಿಸಬೇಕು. ಸಮಾಜದ ಪ್ರತಿಯೊಬ್ಬರೂ ಸಮೀಕ್ಷೆಯಲ್ಲಿ ಪಾಲ್ಗೊಂಡು ಸರಿಯಾದ ಮಾಹಿತಿ ನೀಡಬೇಕು ಎಂದರು. ಸಮಾಜದ ಮುಖಂಡರಾದ ಬಿ.ಆರ್. ಪಾಟೀಲ, ಶಿವಪ್ಪ ಗೌಡರ, ಎಚ್.ಎಸ್. ಸೋಂಪೂರ, ಹನಮಂತಪ್ಪ ಸ್ವಾಮಿ, ರಾಮಣ್ಣ ಕುರಿ, ಯಲ್ಲಪ್ಪ ಪೂಜಾರ ಸೇರಿದಂತೆ ಅನೇಕರು ಉಪಸ್ಥಿತರಿದ್ದರು. — [370, 1172, 584, 1265]
registration-marks-right — [808, 1440, 852, 1459]
vividhede-body: ಬೆಟಗೇರಿಯ ಶ್ರೀ ಬನಶಂಕರಿ ದೇವಸ್ಥಾನ, ಕಳಸಾಪುರ ರಸ್ತೆಯ ಶ್ರೀ ದುರ್ಗಾದೇವಿ ದೇವಸ್ಥಾನ, ಹಾತಲಗೇರಿ ನಾಕಾದ ಶ್ರೀ ಅಂಬಾಭವಾನಿ ದೇವಸ್ಥಾನ, ಗಂಗಾಪುರ ಪೇಟೆಯ ಶ್ರೀ ಹುಲಿಗೆಮ್ಮ ದೇವಿ, ಜವಳಗಲ್ಲಿಯ ಶ್ರೀ ಕಾಳಿಕಾದೇವಿ, ಶ್ರೀ ಬಾಳಾಂಬಿಕಾ, ನಗರದ ಗಾಂಧಿ ವೃತ್ತದ ಶ್ರೀ ಮಹಾಲಕ್ಷ್ಮೀ ಸೇರಿದಂತೆ ವಿವಿಧ ದೇವಸ್ಥಾನಗಳಲ್ಲಿ ಶರನ್ನವರಾತ್ರಿ ಅಂಗವಾಗಿ ಘಟಸ್ಥಾಪನೆ ನೆರವೇರಲಿದೆ. ಶ್ರೀ ದೇವಿ ಮೂರ್ತಿಗಳನ್ನು ಪ್ರತಿಷ್ಠಾಪಿಸಿ ವಿಶೇಷ ಅಲಂಕಾರ ಮಾಡಲಾಗುತ್ತದೆ. ಸಾರ್ವಜನಿಕ ಉತ್ಸವ ಸಮಿತಿಗಳು ದೇವಿ ವಿಗ್ರಹ ಪ್ರತಿಷ್ಠಾಪಿಸಿ ಪೂಜಾ — [359, 494, 447, 627]
lingayat-study-place: ಗದಗ: — [686, 334, 702, 343]
brand-tagline: ರಾಷ್ಟ್ರ ಜಾಗೃತಿಯ ಪ್ರತೀಕ — [782, 61, 836, 69]
lingayat-attribution-text: ಕೆ. ಬಿ. ಲಿಂಗದಾಳ, ಮುಂಡರಗಿ — [821, 462, 897, 471]
kreede-team-photo — [690, 755, 922, 855]
vishesha-body: ಸೆ.22ರಂದು ಘಟಸ್ಥಾಪನೆ ನೆರವೇರಿದ ನಂತರ ದೇವಸ್ಥಾನಗಳಲ್ಲಿ ವಿಶೇಷ ಪೂಜೆ ನೆರವೇರಲಿವೆ. ಲಲಿತ ಸಹಸ್ರನಾಮಾವಳಿ ಪಠಣ, ದುರ್ಗಾ ಸಪ್ತಶತಿ ಪಾರಾಯಣ, ಕುಂಕುಮಾರ್ಚನೆ, ಹೋಮ-ಹವನ, ಅನ್ನಸಂತರ್ಪಣೆ ಸೇರಿದಂತೆ ವಿವಿಧ ಕಾರ್ಯಕ್ರಮಗಳು ಜರುಗಲಿವೆ. ಅ.2ರಂದು ವಿಜಯದಶಮಿ, ಶ್ರೀದೇವಿ ಪಲ್ಲಕ್ಕಿ ಉತ್ಸವ ಹಾಗೂ ಬನ್ನಿ ಮುಡಿಯುವ ಕಾರ್ಯಕ್ರಮ ನಡೆಯಲಿದೆ. — [456, 413, 674, 464]
lingayat-pullquote: ಹಿಂದುಳಿದ ವರ್ಗಗಳ ಆಯೋಗ ನಡೆಸುವ ಸಾಮಾಜಿಕ ಮತ್ತು ಶೈಕ್ಷಣಿಕ ಸಮೀಕ್ಷೆಗೆ ಸಂಬಂಧಿಸಿದಂತೆ ವೀರಶೈವ ಲಿಂಗಾಯತ ಮಹಾಸಭೆ ಜಾತಿಯ ಕಾಲಂನಲ್ಲಿ ಗೊಂದಲ ಸೃಷ್ಟಿಸುತ್ತಿದೆ. ವಿವಿಧ ಸಂಘಟನೆಗಳು ಜಾಗೃತಿ ಮೂಡಿಸುವ ಮೂಲಕ ಲಿಂಗಾಯತ ಧರ್ಮದ ಸ್ಥಾನಕ್ಕೆ ಗಟ್ಟಿಯಾಗಿ ನಿಲ್ಲಬೇಕಿದೆ. — [828, 334, 922, 399]
bullet-2 — [446, 632, 674, 646]
main-right-rule — [680, 310, 681, 722]
mid-row-top-rule — [204, 728, 922, 729]
left-column-rule — [194, 94, 195, 1124]
kiru-item-3-text: ಡಾ. ಬಾಬು ಜಗಜೀವನರಾಂ ಚರ್ಮ ಕೈಗಾರಿಕಾ ಅಭಿವೃದ್ಧಿ ನಿಗಮದ ವತಿಯಿಂದ 2025-26ನೇ ಸಾಲಿನ ವಿವಿಧ ಯೋಜನೆಗಳಡಿ ಸೌಲಭ್ಯ ಪಡೆಯಲು ಅರ್ಹ ಫಲಾನುಭವಿಗಳಿಂದ ಆನ್‌ಲೈನ್ ಮೂಲಕ ಅರ್ಜಿ ಆಹ್ವಾನಿಸಲಾಗಿದೆ. ಅರ್ಜಿ ಸಲ್ಲಿಸಲು ಅ.10ರಂದು ಕೊನೆಯ ದಿನವಾಗಿದೆ. ಹೆಚ್ಚಿನ ಮಾಹಿತಿಗಾಗಿ ನಿಗಮದ ಜಿಲ್ಲಾ ಕಚೇರಿಯನ್ನು ಸಂಪರ್ಕಿಸಬಹುದು ಎಂದು ಜಿಲ್ಲಾ ವ್ಯವಸ್ಥಾಪಕರು ತಿಳಿಸಿದ್ದಾರೆ. — [24, 732, 189, 794]
weather-max-value: 28 — [478, 50, 509, 76]
kiru-item-2 — [24, 502, 189, 708]
temple-photo — [308, 398, 446, 486]
vividhede-label — [308, 492, 356, 624]
main-story — [204, 312, 674, 722]
kabaddi-body — [690, 1054, 922, 1134]
rona-photo-caption: ರೋಣ: ಭಾನುವಾರ ಪಟ್ಟಣದ ವ್ಯಾಪ್ತಿಯ ವಿವಿಧ ಪತ್ತಿನ ಸಹಕಾರಿ ಸಂಘದ 2ನೇ ವಾರ್ಷಿಕ ಸರ್ವ ಸಾಧಾರಣ ಸಭೆ ನಡೆಯಿತು. ಮುಖಂಡರು ಸಮಾರಂಭದ ಉದ್ಘಾಟನೆ ಮಾಡಿದರು. ಸಂಘದ ಅಧ್ಯಕ್ಷರು, ನಿರ್ದೇಶಕರು ಹಾಗೂ ಸದಸ್ಯರು ಉಪಸ್ಥಿತರಿದ್ದರು. — [208, 1080, 429, 1108]
top-right-photo-caption: ಗದಗ: ಬೆಟಗೇರಿ ಆವರಣ ನಗರದ ವಾರ್ಡ್ ನಂ.16 ರಲ್ಲಿ ಸಿಸಿ ರಸ್ತೆ ಹಾಗೂ ವಾರ್ಡ್ ನಂ. 17 ಮತ್ತು 18 ರಲ್ಲಿ ಗಟಾರ ಕಾಮಗಾರಿಗೆ ಭೂಮಿಪೂಜೆ ಜಿಲ್ಲಾ ಉಸ್ತುವಾರಿ ಸಚಿವ ಎಚ್.ಕೆ. ಪಾಟೀಲ ಭಾನುವಾರ ನೆರವೇರಿಸಿದರು. ಅವರ ಜೊತೆಗೆ ಡಾ. ಮಲ್ಲೇಶ್ ಕೆ.ಆರ್., ಎಸ್.ಎನ್. ಬಳ್ಳಾರಿ, ಕೃಷ್ಣಾ ಪರಾಪೂರ ಇದ್ದರು. — [702, 236, 916, 277]
bottom-0-photo — [138, 1176, 354, 1286]
sharana-title: ಇಂದು ಶರಣ ಚಿಂತನ ಮಾಲೆ — [448, 984, 678, 1002]
bottom-0-text: ಕಾಂಗ್ರೆಸ್‌ನ ಹಮ್ಮಿಕೊಂಡಿರುವ ದೇಶವ್ಯಾಪಿ ಮತಗಳ್ಳತನ ವಿರುದ್ಧದ ಸಹಿ ಸಂಗ್ರಹ ಅಭಿಯಾನಕ್ಕೆ ಜಿಲ್ಲಾ ಉಸ್ತುವಾರಿ ಸಚಿವ ಎಚ್.ಕೆ. ಪಾಟೀಲ ನಗರದಲ್ಲಿ ಚಾಲನೆ ನೀಡಿದರು. ನಂತರ ಮಾತನಾಡಿದ ಅವರು, ಪ್ರಜಾಪ್ರಭುತ್ವದ ಮೂಲ ಆಧಾರವಾದ ಚುನಾವಣಾ ವ್ಯವಸ್ಥೆಯಲ್ಲಿ ಅಕ್ರಮಗಳು ನಡೆಯುತ್ತಿರುವುದು ಆತಂಕಕಾರಿ ಬೆಳವಣಿಗೆಯಾಗಿದೆ. ಮತದಾರರ ಪಟ್ಟಿಯಲ್ಲಿ ಆಗಿರುವ ಲೋಪಗಳನ್ನು ಸರಿಪಡಿಸಬೇಕು ಎಂದು ಒತ್ತಾಯಿಸಿದರು. ಜಿಲ್ಲಾ ಕಾಂಗ್ರೆಸ್ ಸಮಿತಿ ಅಧ್ಯಕ್ಷರು, ಪದಾಧಿಕಾರಿಗಳು, ನಗರಸಭೆ ಸದಸ್ಯರು, ಕಾರ್ಯಕರ್ತರು ಉಪಸ್ಥಿತರಿದ್ದರು. ಪ್ರತಿ ಬೂತ್ ಮಟ್ಟದಲ್ಲಿ ಸಹಿ ಸಂಗ್ರಹ ಮಾಡಿ ಮತದಾರರಲ್ಲಿ ಜಾಗೃತಿ ಮೂಡಿಸಲಾಗುವುದು. ಕೇಂದ್ರ ಸರ್ಕಾರ ಚುನಾವಣಾ ಆಯೋಗದ ಮೇಲೆ ಒತ್ತಡ ಹೇರುತ್ತಿದೆ. ರಾಜ್ಯದ 15 ಸಾವಿರ ಕೋಟಿ ರೂ. ಅನುದಾನ ಬಾಕಿ ಉಳಿಸಿಕೊಂಡಿದ್ದು, 5,000 ಕೋಟಿ ರೂ. ನೀಡುವಂತೆ ಒತ್ತಾಯಿಸಿದರು. — [24, 1176, 132, 1383]
